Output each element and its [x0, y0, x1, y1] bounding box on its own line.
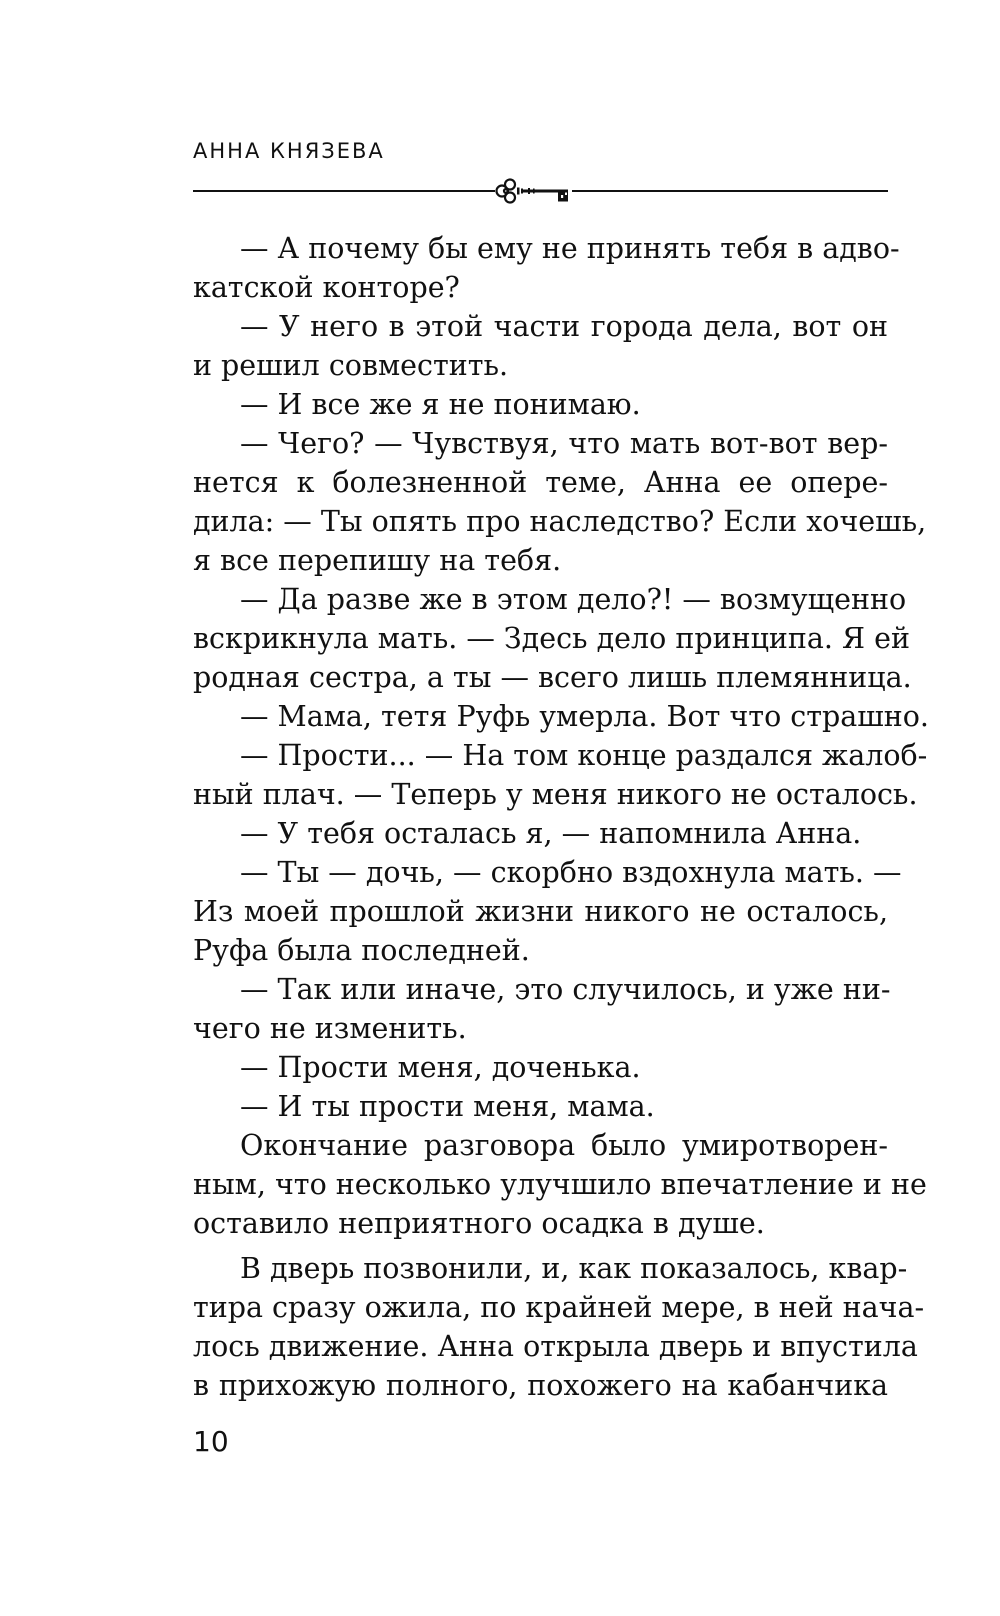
body-text [193, 229, 929, 1405]
text-line: в прихожую полного, похожего на кабанчика [193, 1369, 888, 1402]
text-line: Из моей прошлой жизни никого не осталось, [193, 895, 888, 928]
page-number: 10 [193, 1425, 229, 1458]
text-line: и решил совместить. [193, 349, 509, 382]
text-line: вскрикнула мать. — Здесь дело принципа. Я ей [193, 622, 910, 655]
header-rule-right [572, 190, 888, 192]
text-line: — Мама, тетя Руфь умерла. Вот что страшно. [240, 700, 929, 733]
text-line: — Так или иначе, это случилось, и уже ни- [240, 973, 891, 1006]
text-line: — А почему бы ему не принять тебя в адво- [240, 232, 900, 265]
text-line: — Прости... — На том конце раздался жалоб- [240, 739, 928, 772]
text-line: — Прости меня, доченька. [240, 1051, 641, 1084]
text-line: — У него в этой части города дела, вот он [240, 310, 888, 343]
text-line: катской конторе? [193, 271, 460, 304]
text-line: — И все же я не понимаю. [240, 388, 641, 421]
text-line: лось движение. Анна открыла дверь и впустила [193, 1330, 918, 1363]
running-head-author: АННА КНЯЗЕВА [193, 139, 385, 163]
text-line: я все перепишу на тебя. [193, 544, 562, 577]
text-line: тира сразу ожила, по крайней мере, в ней нача- [193, 1291, 925, 1324]
text-line: оставило неприятного осадка в душе. [193, 1207, 765, 1240]
text-line: чего не изменить. [193, 1012, 467, 1045]
text-line: нется к болезненной теме, Анна ее опере- [193, 466, 888, 499]
text-line: дила: — Ты опять про наследство? Если хочешь, [193, 505, 927, 538]
text-line: В дверь позвонили, и, как показалось, квар- [240, 1252, 908, 1285]
text-line: — Чего? — Чувствуя, что мать вот-вот вер- [240, 427, 888, 460]
skeleton-key-icon [492, 176, 576, 206]
text-line: — Ты — дочь, — скорбно вздохнула мать. — [240, 856, 902, 889]
text-line: Руфа была последней. [193, 934, 530, 967]
text-line: родная сестра, а ты — всего лишь племянница. [193, 661, 912, 694]
text-line: ный плач. — Теперь у меня никого не осталось. [193, 778, 918, 811]
text-line: — У тебя осталась я, — напомнила Анна. [240, 817, 862, 850]
text-line: ным, что несколько улучшило впечатление и не [193, 1168, 927, 1201]
header-rule-left [193, 190, 495, 192]
text-line: — Да разве же в этом дело?! — возмущенно [240, 583, 907, 616]
text-line: — И ты прости меня, мама. [240, 1090, 655, 1123]
text-line: Окончание разговора было умиротворен- [240, 1129, 888, 1162]
